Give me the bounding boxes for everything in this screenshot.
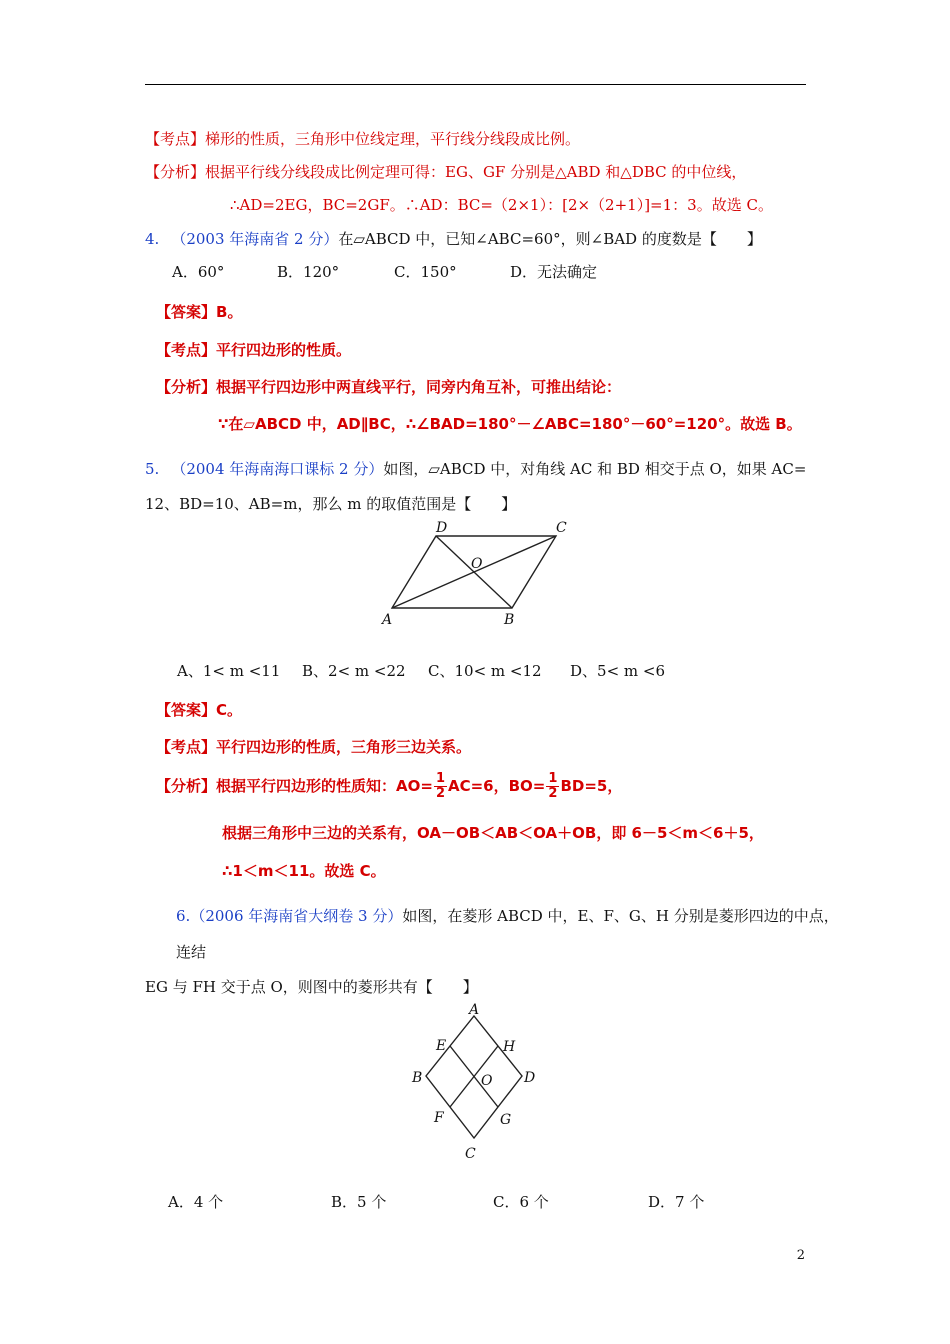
q5-fenxi-line3: ∴1＜m＜11。故选 C。 xyxy=(222,862,386,880)
label-d: D xyxy=(524,1070,536,1086)
label-g: G xyxy=(500,1112,512,1128)
q4-answer: 【答案】B。 xyxy=(156,303,243,321)
label-f: F xyxy=(434,1110,444,1126)
q6-option-d: D．7 个 xyxy=(648,1193,705,1211)
prev-kaodian: 【考点】梯形的性质，三角形中位线定理，平行线分线段成比例。 xyxy=(145,130,581,148)
diagonal-bd xyxy=(436,536,512,608)
q5-fenxi-line1: 【分析】根据平行四边形的性质知：AO= $\frac{1}{2}$ AC=6，BO= $\frac{1}{2}$ BD=5， xyxy=(156,771,623,801)
q6-rhombus-figure xyxy=(408,1000,548,1166)
fraction-half-1: $\frac{1}{2}$ xyxy=(435,771,445,801)
page-number: 2 xyxy=(796,1248,805,1263)
q4-fenxi-line2: ∵在▱ABCD 中，AD∥BC，∴∠BAD=180°－∠ABC=180°－60°=120°。故选 B。 xyxy=(218,415,802,433)
q5-stem-line2: 12、BD=10、AB=m，那么 m 的取值范围是【 】 xyxy=(145,495,517,513)
q6-option-c: C．6 个 xyxy=(493,1193,549,1211)
label-c: C xyxy=(465,1146,476,1162)
label-d: D xyxy=(436,520,448,536)
q4-option-c: C．150° xyxy=(394,263,457,281)
q6-option-b: B．5 个 xyxy=(331,1193,387,1211)
q5-option-b: B、2< m <22 xyxy=(302,662,406,680)
q4-stem: 4. （2003 年海南省 2 分）在▱ABCD 中，已知∠ABC=60°，则∠BAD 的度数是【 】 xyxy=(145,230,762,248)
q6-stem-line1: 6.（2006 年海南省大纲卷 3 分）如图，在菱形 ABCD 中，E、F、G、H 分别是菱形四边的中点， xyxy=(176,907,839,925)
q5-stem-line1: 5. （2004 年海南海口课标 2 分）如图，▱ABCD 中，对角线 AC 和 BD 相交于点 O，如果 AC= xyxy=(145,460,807,478)
q5-option-c: C、10< m <12 xyxy=(428,662,542,680)
q5-parallelogram-figure xyxy=(378,518,574,632)
prev-fenxi-line1: 【分析】根据平行线分线段成比例定理可得：EG、GF 分别是△ABD 和△DBC 的中位线， xyxy=(145,163,747,181)
label-b: B xyxy=(504,612,515,628)
q5-fenxi-line2: 根据三角形中三边的关系有，OA－OB＜AB＜OA＋OB，即 6－5＜m＜6＋5， xyxy=(222,824,764,842)
q4-option-d: D．无法确定 xyxy=(510,263,598,281)
header-rule xyxy=(145,84,806,85)
label-o: O xyxy=(471,556,483,572)
label-e: E xyxy=(436,1038,447,1054)
q4-kaodian: 【考点】平行四边形的性质。 xyxy=(156,341,352,359)
q5-option-d: D、5< m <6 xyxy=(570,662,666,680)
q5-option-a: A、1< m <11 xyxy=(177,662,281,680)
q4-option-b: B．120° xyxy=(277,263,340,281)
label-a: A xyxy=(382,612,393,628)
q5-kaodian: 【考点】平行四边形的性质，三角形三边关系。 xyxy=(156,738,472,756)
q4-option-a: A．60° xyxy=(172,263,225,281)
q4-fenxi-line1: 【分析】根据平行四边形中两直线平行，同旁内角互补，可推出结论： xyxy=(156,378,622,396)
q6-stem-line2: 连结 xyxy=(176,943,207,961)
prev-fenxi-line2: ∴AD=2EG，BC=2GF。∴AD：BC=（2×1）：[2×（2+1）]=1：3。故选 C。 xyxy=(230,196,773,214)
fraction-half-2: $\frac{1}{2}$ xyxy=(548,771,558,801)
q6-stem-line3: EG 与 FH 交于点 O，则图中的菱形共有【 】 xyxy=(145,978,478,996)
label-a: A xyxy=(469,1002,480,1018)
label-b: B xyxy=(412,1070,423,1086)
label-o: O xyxy=(481,1073,493,1089)
q5-answer: 【答案】C。 xyxy=(156,701,243,719)
label-h: H xyxy=(503,1039,516,1055)
q6-option-a: A．4 个 xyxy=(168,1193,224,1211)
label-c: C xyxy=(556,520,567,536)
